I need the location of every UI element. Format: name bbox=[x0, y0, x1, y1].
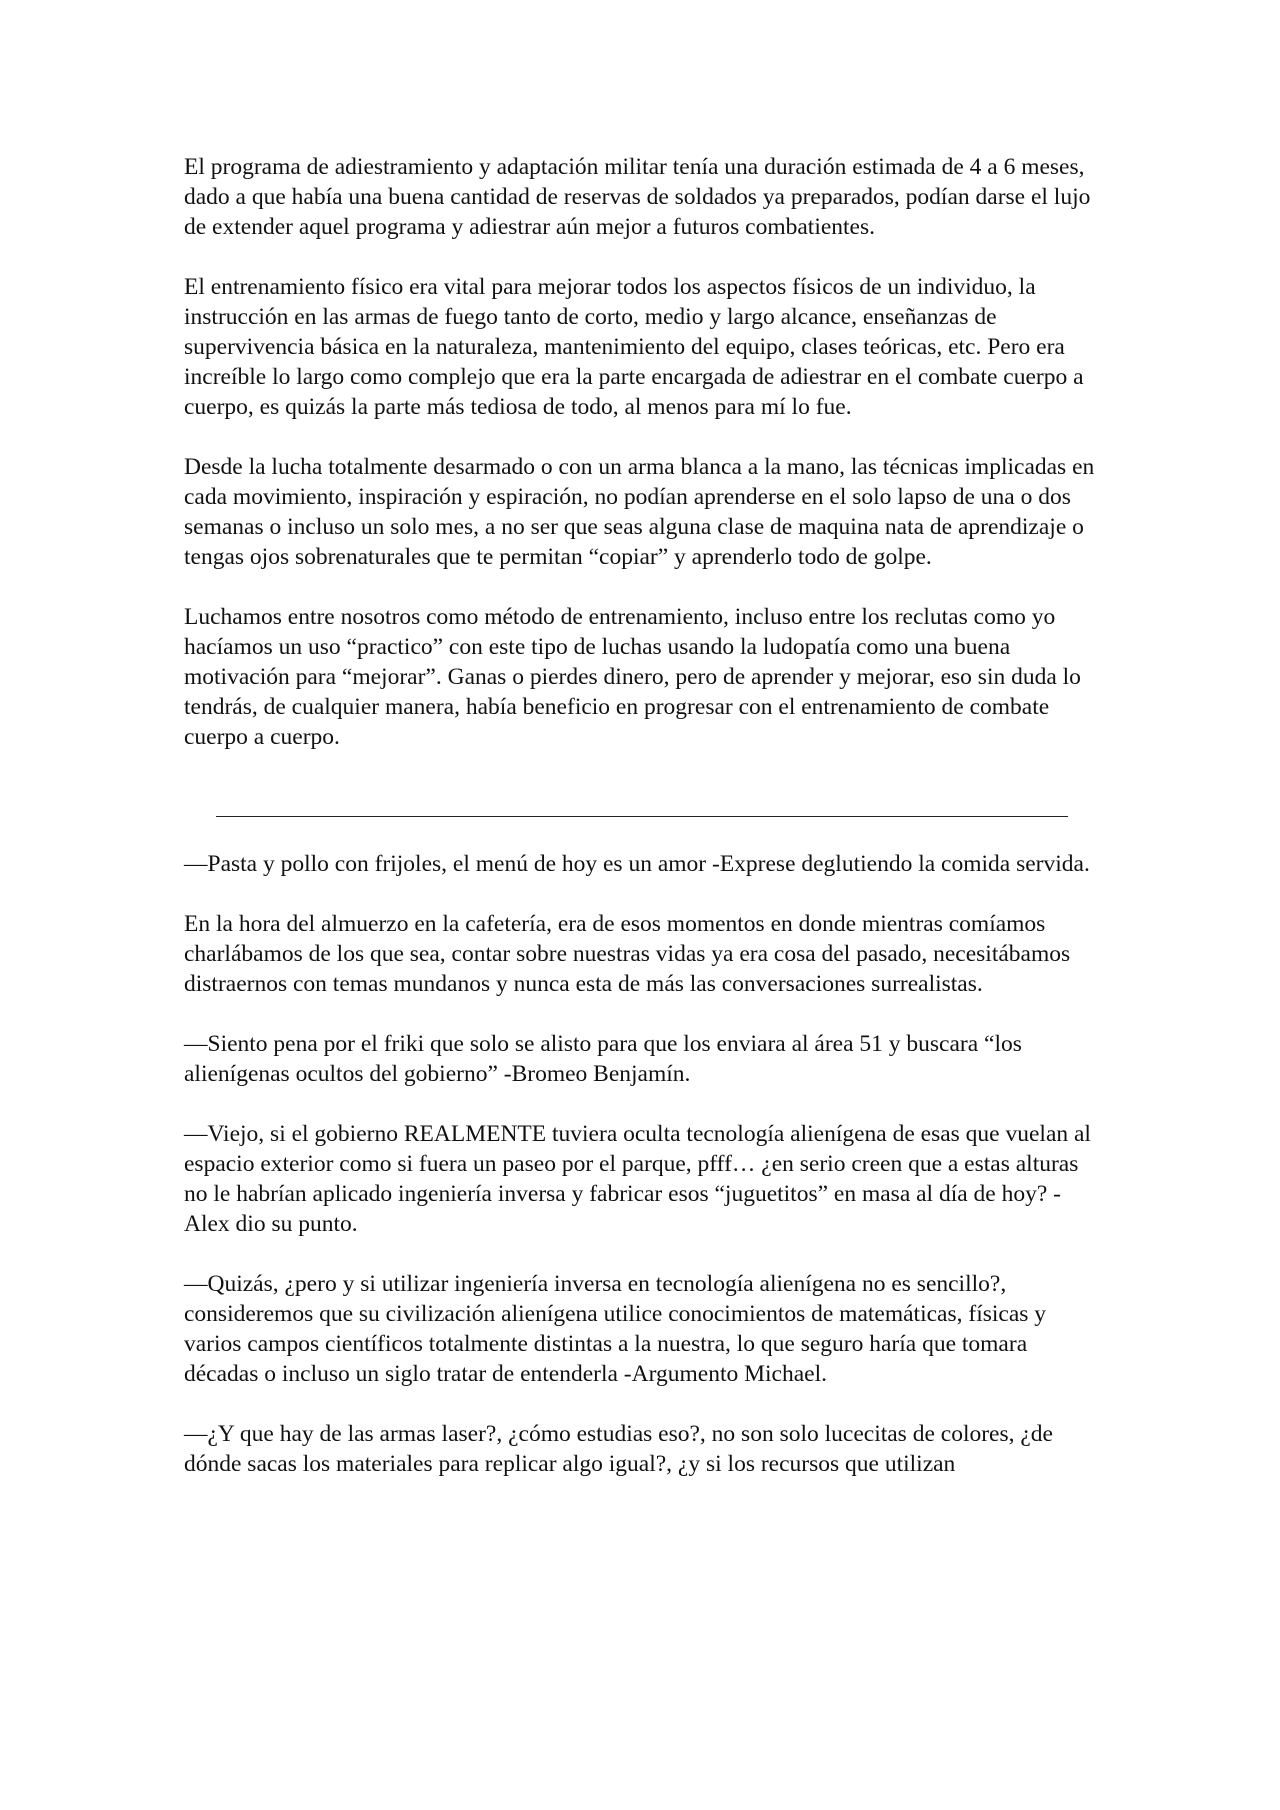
paragraph: Desde la lucha totalmente desarmado o con un arma blanca a la mano, las técnicas implicadas en cada movimiento, inspiración y espiración, no podían aprenderse en el solo lapso de una o dos semanas o incluso un solo mes, a no ser que seas alguna clase de maquina nata de aprendizaje o tengas ojos sobrenaturales que te permitan “copiar” y aprenderlo todo de golpe. bbox=[184, 454, 1095, 570]
dialogue-paragraph: —¿Y que hay de las armas laser?, ¿cómo estudias eso?, no son solo lucecitas de colores, ¿de dónde sacas los materiales para replicar algo igual?, ¿y si los recursos que utilizan bbox=[184, 1421, 1053, 1477]
paragraph: El entrenamiento físico era vital para mejorar todos los aspectos físicos de un individuo, la instrucción en las armas de fuego tanto de corto, medio y largo alcance, enseñanzas de supervivencia básica en la naturaleza, mantenimiento del equipo, clases teóricas, etc. Pero era increíble lo largo como complejo que era la parte encargada de adiestrar en el combate cuerpo a cuerpo, es quizás la parte más tediosa de todo, al menos para mí lo fue. bbox=[184, 274, 1084, 420]
dialogue-paragraph: —Pasta y pollo con frijoles, el menú de hoy es un amor -Exprese deglutiendo la comida servida. bbox=[184, 851, 1090, 877]
document-page bbox=[184, 152, 1104, 1479]
dialogue-paragraph: —Quizás, ¿pero y si utilizar ingeniería inversa en tecnología alienígena no es sencillo?, consideremos que su civilización alienígena utilice conocimientos de matemáticas, físicas y varios campos científicos totalmente distintas a la nuestra, lo que seguro haría que tomara décadas o incluso un siglo tratar de entenderla -Argumento Michael. bbox=[184, 1271, 1047, 1387]
dialogue-paragraph: —Siento pena por el friki que solo se alisto para que los enviara al área 51 y buscara “los alienígenas ocultos del gobierno” -Bromeo Benjamín. bbox=[184, 1031, 1022, 1087]
dialogue-paragraph: —Viejo, si el gobierno REALMENTE tuviera oculta tecnología alienígena de esas que vuelan al espacio exterior como si fuera un paseo por el parque, pfff… ¿en serio creen que a estas alturas no le habrían aplicado ingeniería inversa y fabricar esos “juguetitos” en masa al día de hoy? -Alex dio su punto. bbox=[184, 1121, 1091, 1237]
paragraph: El programa de adiestramiento y adaptación militar tenía una duración estimada de 4 a 6 meses, dado a que había una buena cantidad de reservas de soldados ya preparados, podían darse el lujo de extender aquel programa y adiestrar aún mejor a futuros combatientes. bbox=[184, 154, 1091, 240]
section-divider bbox=[216, 816, 1068, 817]
paragraph: En la hora del almuerzo en la cafetería, era de esos momentos en donde mientras comíamos charlábamos de los que sea, contar sobre nuestras vidas ya era cosa del pasado, necesitábamos distraernos con temas mundanos y nunca esta de más las conversaciones surrealistas. bbox=[184, 911, 1071, 997]
paragraph: Luchamos entre nosotros como método de entrenamiento, incluso entre los reclutas como yo hacíamos un uso “practico” con este tipo de luchas usando la ludopatía como una buena motivación para “mejorar”. Ganas o pierdes dinero, pero de aprender y mejorar, eso sin duda lo tendrás, de cualquier manera, había beneficio en progresar con el entrenamiento de combate cuerpo a cuerpo. bbox=[184, 604, 1081, 750]
